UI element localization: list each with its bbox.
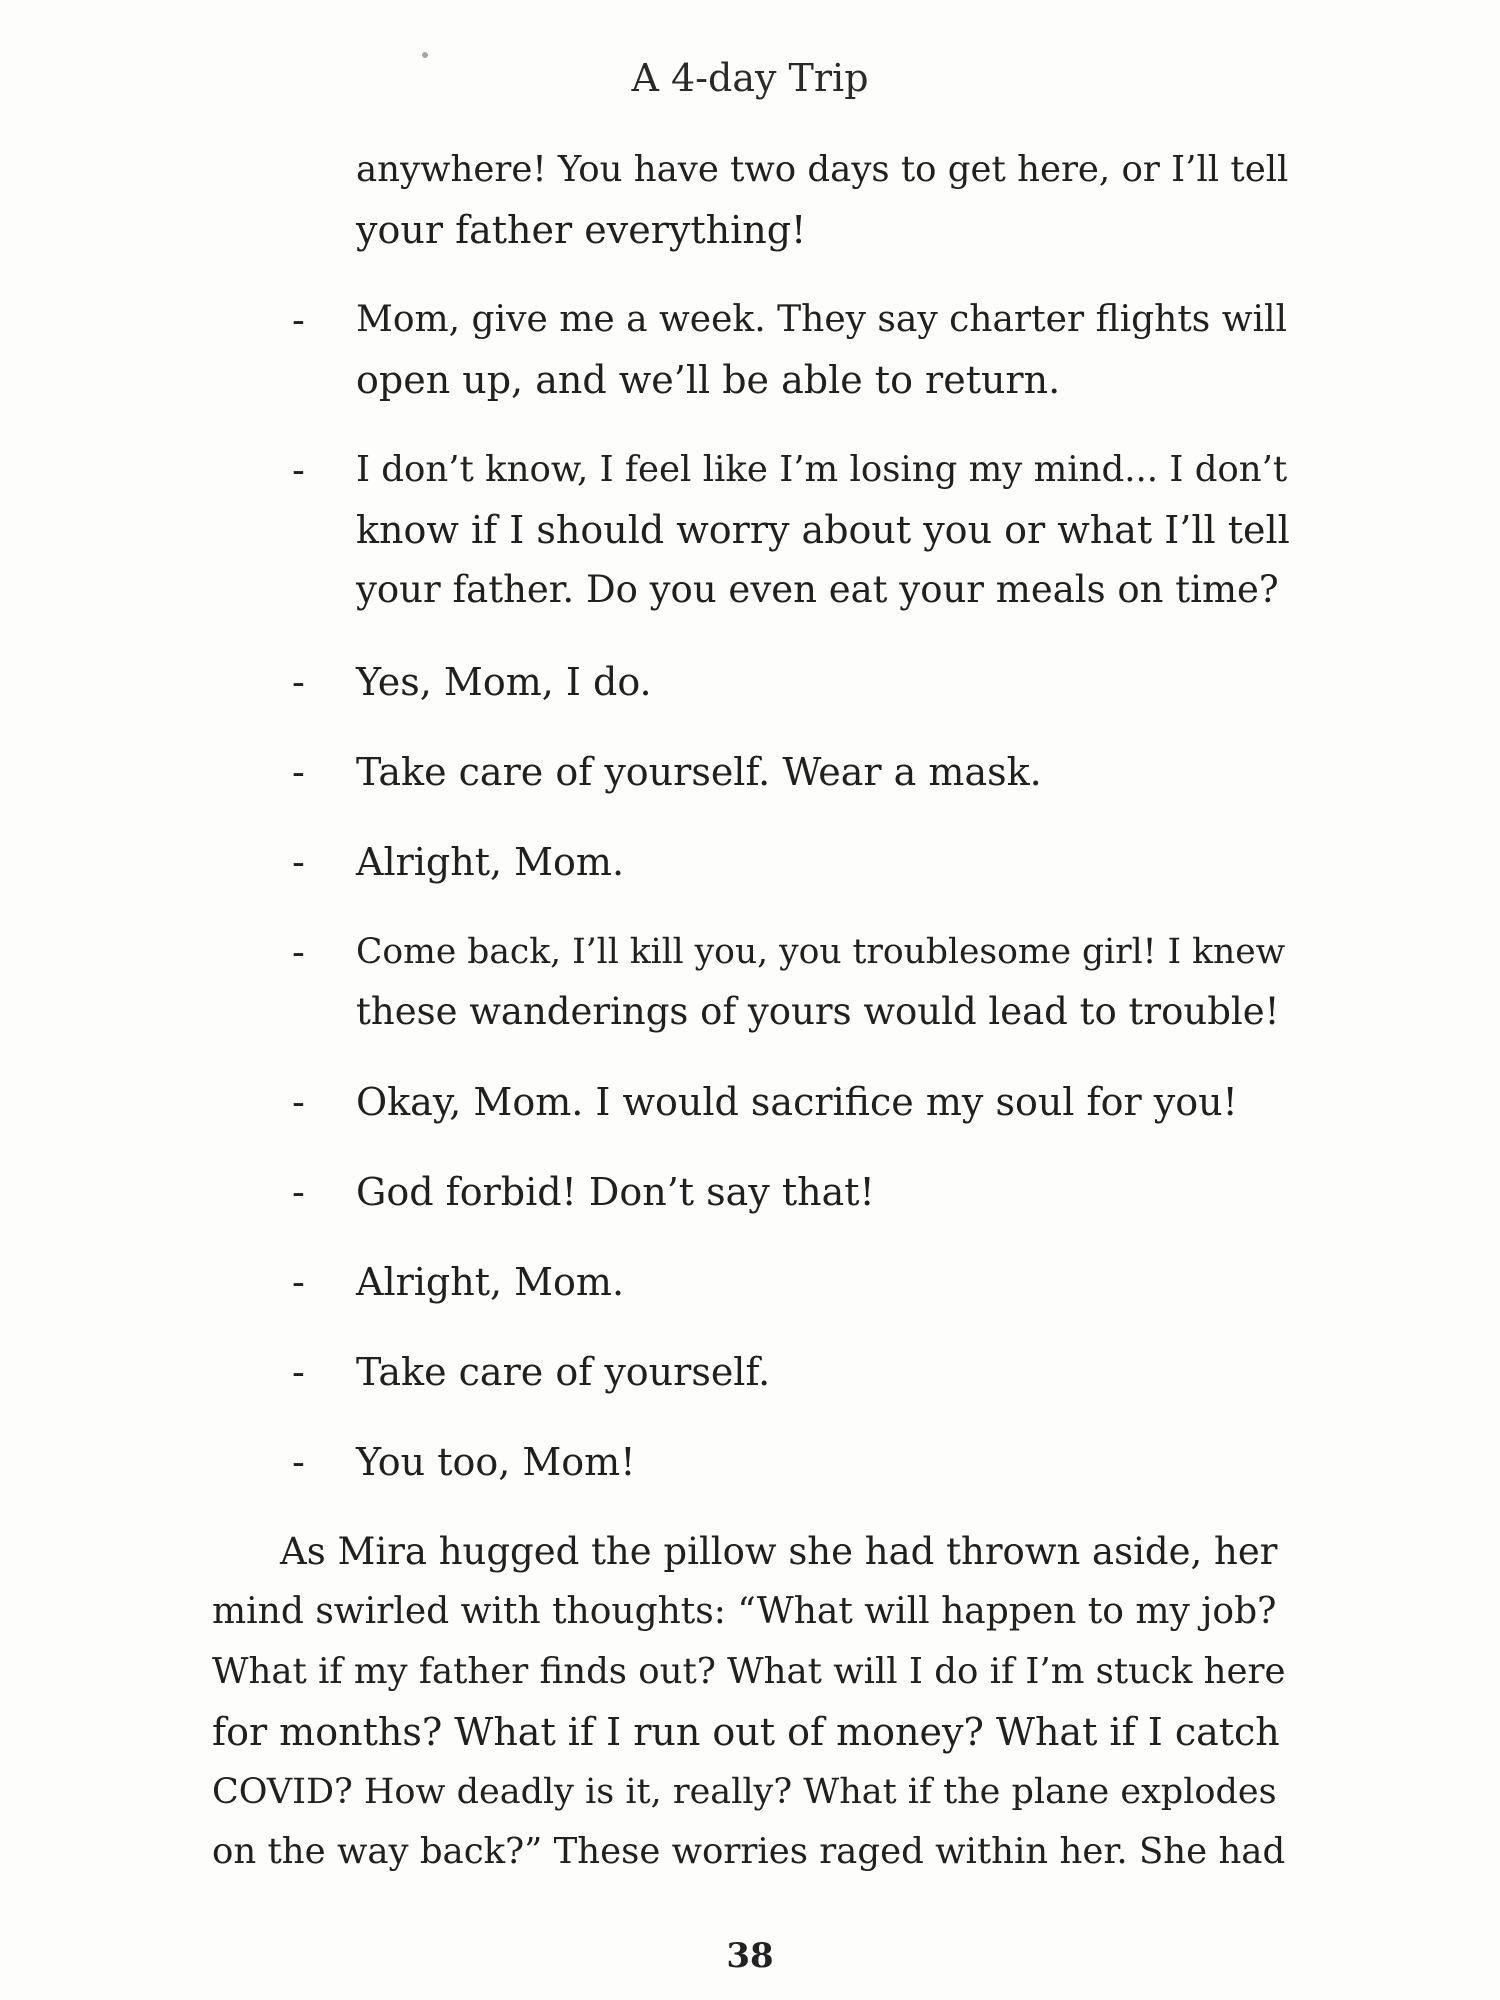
- dialogue-dash: -: [292, 750, 305, 794]
- dialogue-dash: -: [292, 1440, 305, 1484]
- dialogue-dash: -: [292, 1170, 305, 1214]
- continuation-line: anywhere! You have two days to get here, or I’ll tell: [356, 149, 1289, 190]
- dialogue-dash: -: [292, 1080, 305, 1124]
- paragraph-line: mind swirled with thoughts: “What will happen to my job?: [212, 1591, 1277, 1632]
- page-number: 38: [726, 1936, 774, 1976]
- dialogue-dash: -: [292, 660, 305, 704]
- dialogue-dash: -: [292, 1260, 305, 1304]
- paragraph-line: As Mira hugged the pillow she had thrown aside, her: [280, 1530, 1278, 1573]
- paragraph-line: for months? What if I run out of money? What if I catch: [212, 1710, 1280, 1754]
- dialogue-dash: -: [292, 298, 305, 342]
- dialogue-line: God forbid! Don’t say that!: [356, 1170, 875, 1214]
- dialogue-line: these wanderings of yours would lead to trouble!: [356, 990, 1280, 1033]
- paragraph-line: COVID? How deadly is it, really? What if the plane explodes: [212, 1772, 1277, 1812]
- continuation-line: your father everything!: [356, 208, 807, 252]
- dialogue-line: Take care of yourself. Wear a mask.: [356, 750, 1042, 794]
- dialogue-line: I don’t know, I feel like I’m losing my mind... I don’t: [356, 449, 1288, 490]
- dialogue-dash: -: [292, 1350, 305, 1394]
- running-header: A 4-day Trip: [631, 56, 869, 100]
- dialogue-line: know if I should worry about you or what I’ll tell: [356, 508, 1290, 552]
- dialogue-line: Yes, Mom, I do.: [356, 660, 652, 704]
- paragraph-line: on the way back?” These worries raged within her. She had: [212, 1831, 1286, 1872]
- paragraph-line: What if my father finds out? What will I do if I’m stuck here: [212, 1651, 1286, 1692]
- dialogue-line: You too, Mom!: [356, 1440, 636, 1484]
- dialogue-line: Okay, Mom. I would sacrifice my soul for you!: [356, 1080, 1238, 1124]
- dialogue-line: Take care of yourself.: [356, 1350, 771, 1394]
- dialogue-line: Come back, I’ll kill you, you troublesome girl! I knew: [356, 932, 1286, 972]
- dialogue-line: Mom, give me a week. They say charter flights will: [356, 299, 1288, 340]
- dialogue-dash: -: [292, 840, 305, 884]
- dialogue-line: Alright, Mom.: [356, 840, 625, 884]
- dialogue-dash: -: [292, 930, 305, 974]
- dialogue-line: open up, and we’ll be able to return.: [356, 358, 1061, 402]
- dialogue-line: your father. Do you even eat your meals on time?: [356, 568, 1279, 611]
- dialogue-dash: -: [292, 448, 305, 492]
- dialogue-line: Alright, Mom.: [356, 1260, 625, 1304]
